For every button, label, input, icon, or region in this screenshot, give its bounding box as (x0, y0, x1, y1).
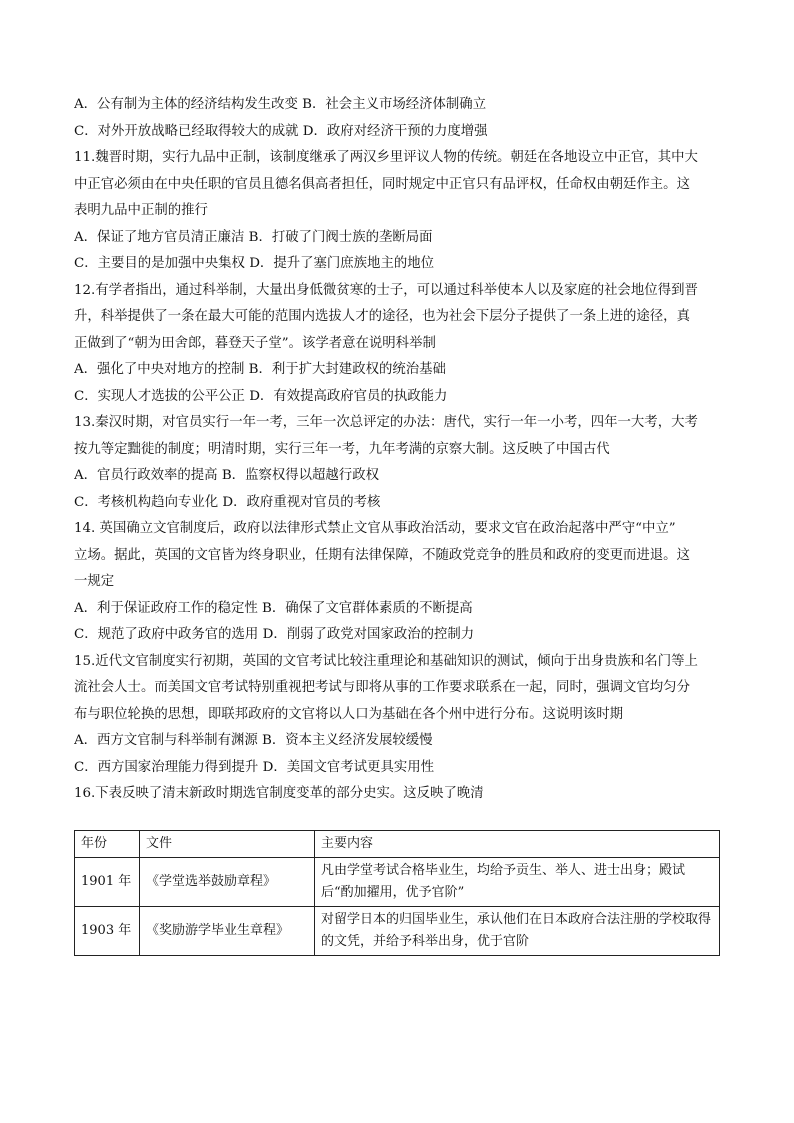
q11-stem-line-1: 11.魏晋时期，实行九品中正制，该制度继承了两汉乡里评议人物的传统。朝廷在各地设立中正官，其中大 (74, 150, 698, 165)
header-year: 年份 (75, 831, 140, 858)
header-document: 文件 (140, 831, 315, 858)
q15-option-cd: C．西方国家治理能力得到提升 D．美国文官考试更具实用性 (74, 759, 435, 775)
row-document: 《奖励游学毕业生章程》 (140, 907, 315, 956)
q11-stem-line-3: 表明九品中正制的推行 (74, 203, 208, 218)
q14-option-ab: A．利于保证政府工作的稳定性 B．确保了文官群体素质的不断提高 (74, 600, 473, 616)
q12-stem-line-1: 12.有学者指出，通过科举制，大量出身低微贫寒的士子，可以通过科举使本人以及家庭的社会地位得到晋 (74, 282, 698, 298)
q14-stem-line-3: 一规定 (74, 574, 115, 589)
row-year: 1901 年 (75, 858, 140, 907)
row-document: 《学堂选举鼓励章程》 (140, 858, 315, 907)
q12-option-ab: A．强化了中央对地方的控制 B．利于扩大封建政权的统治基础 (74, 362, 446, 377)
table-header-row (75, 831, 720, 858)
q15-stem-line-3: 布与职位轮换的思想，即联邦政府的文官将以人口为基础在各个州中进行分布。这说明该时期 (74, 706, 624, 722)
q14-stem-line-2: 立场。据此，英国的文官皆为终身职业，任期有法律保障，不随政党竞争的胜员和政府的变更而进退。这 (74, 547, 690, 563)
q14-stem-line-1: 14. 英国确立文官制度后，政府以法律形式禁止文官从事政治活动，要求文官在政治起落中严守“中立” (74, 521, 676, 536)
table-row (75, 858, 720, 907)
table-row (75, 907, 720, 956)
q15-stem-line-1: 15.近代文官制度实行初期，英国的文官考试比较注重理论和基础知识的测试，倾向于出身贵族和名门等上 (74, 653, 698, 669)
q15-option-ab: A．西方文官制与科举制有渊源 B．资本主义经济发展较缓慢 (74, 733, 433, 748)
q10-option-cd: C．对外开放战略已经取得较大的成就 D．政府对经济干预的力度增强 (74, 123, 488, 139)
q13-option-ab: A．官员行政效率的提高 B．监察权得以超越行政权 (74, 468, 379, 483)
q16-stem: 16.下表反映了清末新政时期选官制度变革的部分史实。这反映了晚清 (74, 786, 484, 801)
q14-option-cd: C．规范了政府中政务官的选用 D．削弱了政党对国家政治的控制力 (74, 627, 475, 642)
q10-option-ab: A．公有制为主体的经济结构发生改变 B．社会主义市场经济体制确立 (74, 97, 487, 112)
q12-option-cd: C．实现人才选拔的公平公正 D．有效提高政府官员的执政能力 (74, 388, 448, 404)
header-main-content: 主要内容 (315, 831, 720, 858)
row-content: 凡由学堂考试合格毕业生，均给予贡生、举人、进士出身；殿试后“酌加擢用，优予官阶” (315, 858, 720, 907)
q13-stem-line-2: 按九等定黜徙的制度；明清时期，实行三年一考，九年考满的京察大制。这反映了中国古代 (74, 441, 610, 457)
q11-stem-line-2: 中正官必须由在中央任职的官员且德名俱高者担任，同时规定中正官只有品评权，任命权由朝廷作主。这 (74, 176, 690, 192)
q12-stem-line-2: 升，科举提供了一条在最大可能的范围内选拔人才的途径，也为社会下层分子提供了一条上进的途径，真 (74, 309, 690, 324)
q11-option-cd: C．主要目的是加强中央集权 D．提升了塞门庶族地主的地位 (74, 256, 435, 271)
q12-stem-line-3: 正做到了“朝为田舍郎，暮登天子堂”。该学者意在说明科举制 (74, 335, 436, 351)
q13-stem-line-1: 13.秦汉时期，对官员实行一年一考，三年一次总评定的办法：唐代，实行一年一小考，四年一大考，大考 (74, 415, 698, 430)
q15-stem-line-2: 流社会人士。而美国文官考试特别重视把考试与即将从事的工作要求联系在一起，同时，强调文官均匀分 (74, 680, 690, 695)
q16-table (74, 830, 720, 956)
q11-option-ab: A．保证了地方官员清正廉洁 B．打破了门阀士族的垄断局面 (74, 229, 433, 245)
question-content (74, 92, 722, 808)
row-year: 1903 年 (75, 907, 140, 956)
row-content: 对留学日本的归国毕业生，承认他们在日本政府合法注册的学校取得的文凭，并给予科举出身，优于官阶 (315, 907, 720, 956)
q13-option-cd: C．考核机构趋向专业化 D．政府重视对官员的考核 (74, 494, 381, 510)
